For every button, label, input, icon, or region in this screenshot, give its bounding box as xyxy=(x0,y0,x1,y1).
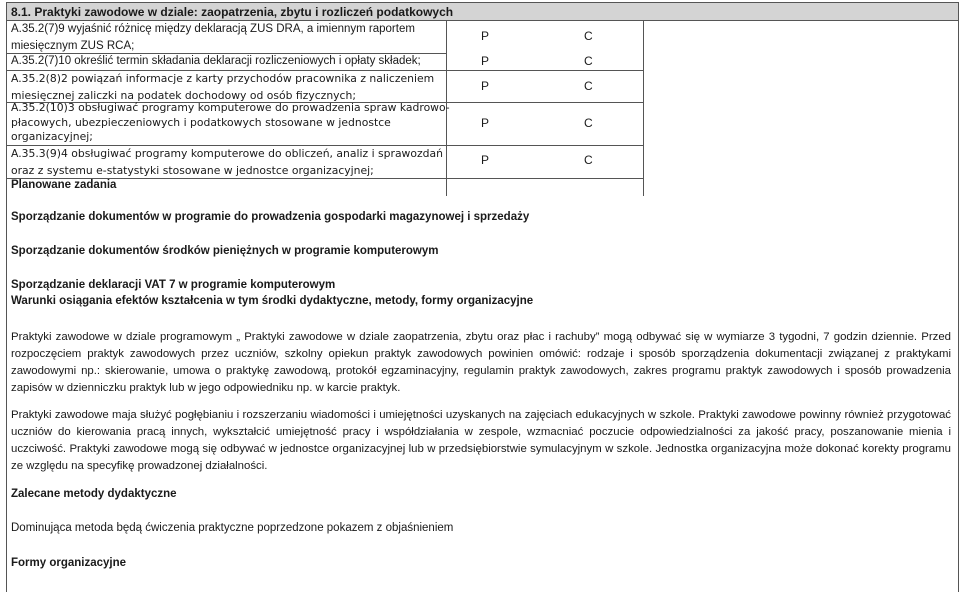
outcome-c: C xyxy=(584,116,593,130)
outcome-p: P xyxy=(481,116,490,130)
outcome-text: miesięcznym ZUS RCA; xyxy=(11,40,135,52)
outcome-row xyxy=(11,101,450,145)
forms-heading: Formy organizacyjne xyxy=(11,557,127,569)
column-divider xyxy=(643,21,644,196)
conditions-paragraph: Praktyki zawodowe w dziale programowym „ Praktyki zawodowe w dziale zaopatrzenia, zbytu oraz płac i rachuby” mogą odbywać się w wymiarze 3 tygodni, 7 godzin dziennie. Przed rozpoczęciem praktyk zawodowych przez uczniów, szkolny opiekun praktyk zawodowych powinien omówić: rodzaje i sposób sporządzenia dokumentacji związanej z praktykami zawodowymi np.: skierowanie, umowa o praktykę zawodową, protokół egzaminacyjny, regulamin praktyk zawodowych, zakres programu praktyk zawodowych i sposób prowadzenia zapisów w dzienniczku praktyk lub w jego odpowiedniku np. w karcie praktyk. xyxy=(11,331,951,394)
outcome-text: A.35.2(7)10 określić termin składania deklaracji rozliczeniowych i opłaty składek; xyxy=(11,55,421,67)
outcome-text: miesięcznej zaliczki na podatek dochodowy od osób fizycznych; xyxy=(11,89,356,102)
outcome-text: A.35.2(10)3 obsługiwać programy komputerowe do prowadzenia spraw kadrowo- xyxy=(11,101,450,114)
outcome-row xyxy=(11,145,443,179)
outcome-row xyxy=(11,70,434,104)
task-item: Sporządzanie deklaracji VAT 7 w programie komputerowym xyxy=(11,279,336,291)
outcome-c: C xyxy=(584,153,593,167)
outcome-text: oraz z systemu e-statystyki stosowane w jednostce organizacyjnej; xyxy=(11,164,374,177)
conditions-paragraph: Praktyki zawodowe maja służyć pogłębianiu i rozszerzaniu wiadomości i umiejętności uzyskanych na zajęciach edukacyjnych w szkole. Praktyki zawodowe powinny również przygotować uczniów do kierowania pracą innych, wykształcić umiejętność pracy i współdziałania w zespole, wzmacniać poczucie odpowiedzialności za jakość pracy, poszanowanie mienia i uczciwość. Praktyki zawodowe mogą się odbywać w jednostce organizacyjnej lub w przedsiębiorstwie symulacyjnym w szkole. Jednostka organizacyjna może dokonać korekty programu ze względu na specyfikę prowadzonej działalności. xyxy=(11,409,951,472)
outcome-text: A.35.2(7)9 wyjaśnić różnicę między deklaracją ZUS DRA, a imiennym raportem xyxy=(11,23,415,35)
outcome-text: płacowych, ubezpieczeniowych i podatkowych stosowane w jednostce xyxy=(11,115,391,129)
task-item: Sporządzanie dokumentów w programie do prowadzenia gospodarki magazynowej i sprzedaży xyxy=(11,211,530,223)
outcome-p: P xyxy=(481,79,490,93)
outcome-c: C xyxy=(584,29,593,43)
outcome-c: C xyxy=(584,54,593,68)
outcome-text: A.35.2(8)2 powiązań informacje z karty przychodów pracownika z naliczeniem xyxy=(11,72,435,85)
outcome-row xyxy=(11,53,421,70)
outcome-row xyxy=(11,21,415,55)
outcome-text: A.35.3(9)4 obsługiwać programy komputerowe do obliczeń, analiz i sprawozdań xyxy=(11,147,443,160)
outcome-p: P xyxy=(481,29,490,43)
conditions-heading: Warunki osiągania efektów kształcenia w tym środki dydaktyczne, metody, formy organizacyjne xyxy=(11,295,534,307)
outcome-p: P xyxy=(481,153,490,167)
outcome-p: P xyxy=(481,54,490,68)
task-item: Sporządzanie dokumentów środków pieniężnych w programie komputerowym xyxy=(11,245,439,257)
section-title: 8.1. Praktyki zawodowe w dziale: zaopatrzenia, zbytu i rozliczeń podatkowych xyxy=(11,5,454,19)
methods-heading: Zalecane metody dydaktyczne xyxy=(11,488,177,500)
outcome-c: C xyxy=(584,79,593,93)
section-header xyxy=(6,2,959,21)
outcome-text: organizacyjnej; xyxy=(11,130,93,143)
methods-text: Dominująca metoda będą ćwiczenia praktyczne poprzedzone pokazem z objaśnieniem xyxy=(11,522,454,534)
planned-heading: Planowane zadania xyxy=(11,179,117,191)
